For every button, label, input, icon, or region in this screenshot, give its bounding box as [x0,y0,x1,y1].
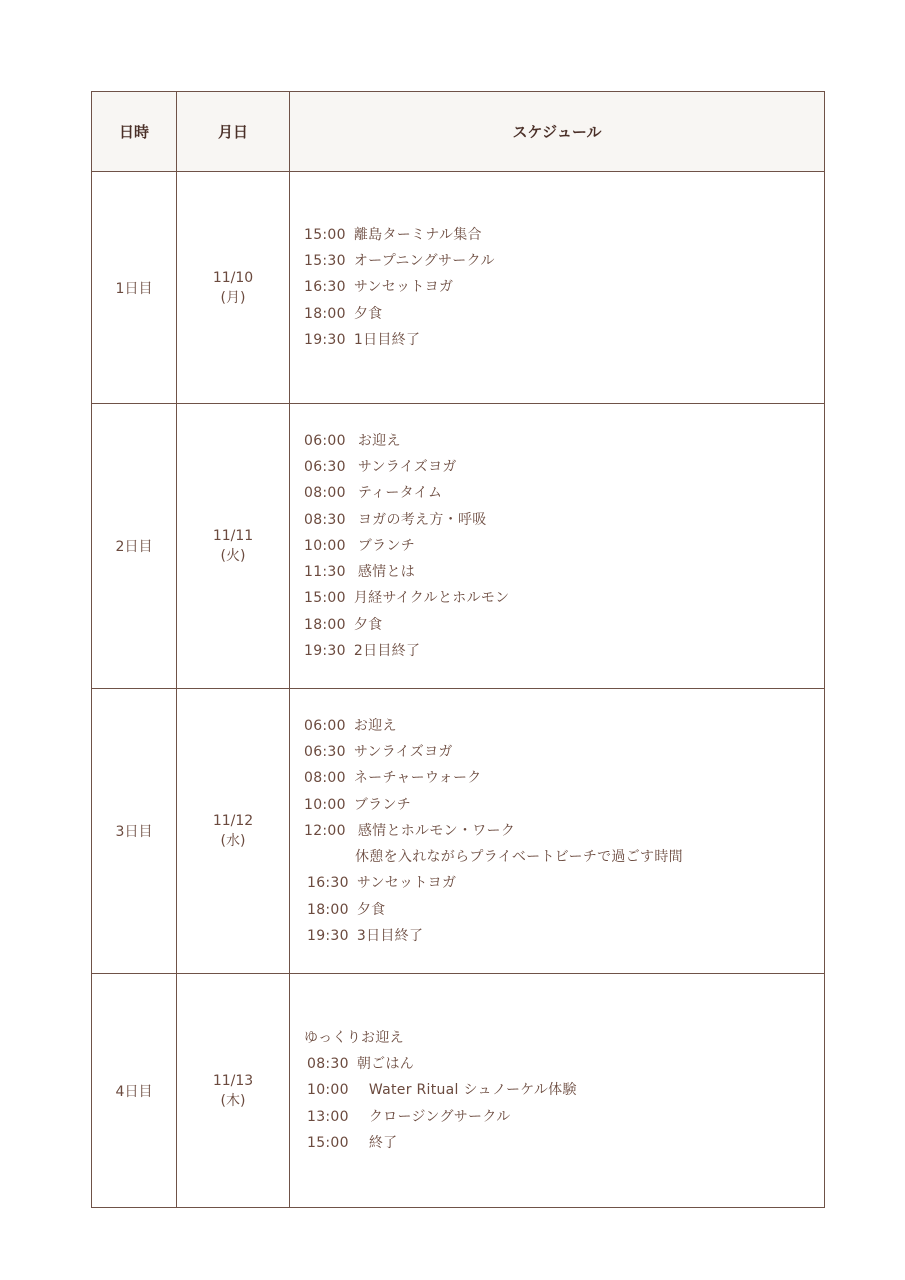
item-text: 朝ごはん [356,1056,415,1073]
item-time: 06:00 [304,717,346,734]
date-month-day: 11/10 [212,269,254,286]
schedule-item [304,248,824,274]
item-time: 15:00 [304,590,346,607]
schedule-item [304,559,824,585]
date-weekday: (木) [220,1092,246,1109]
schedule-item [304,1130,824,1156]
schedule-item-text-only: ゆっくりお迎え [304,1029,404,1046]
day-row-1 [92,172,825,404]
item-time: 16:30 [307,875,349,892]
item-time: 08:30 [307,1056,349,1073]
schedule-item [304,870,824,896]
item-text: ネーチャーウォーク [353,770,482,787]
schedule-item [304,765,824,791]
schedule-item [304,327,824,353]
day-row-3 [92,689,825,974]
schedule-note: 休憩を入れながらプライベートビーチで過ごす時間 [355,849,683,866]
schedule-item [304,792,824,818]
item-text: サンセットヨガ [353,279,454,296]
item-time: 13:00 [307,1108,349,1125]
header-row [92,92,825,172]
item-text: 3日目終了 [356,928,424,945]
date-weekday: (月) [220,289,246,306]
item-text: 感情とは [357,564,416,581]
schedule-item [304,507,824,533]
item-time: 15:30 [304,253,346,270]
schedule-item [304,638,824,664]
schedule-item [304,585,824,611]
item-text: Water Ritual シュノーケル体験 [368,1082,577,1099]
schedule-item [304,818,824,844]
schedule-item [304,1077,824,1103]
header-day: 日時 [92,92,177,172]
date-cell [177,172,290,404]
item-time: 15:00 [307,1134,349,1151]
day-label: 1日目 [92,172,177,404]
day-row-2 [92,404,825,689]
item-text: 1日目終了 [353,331,421,348]
schedule-item [304,480,824,506]
schedule-item [304,222,824,248]
item-text: ブランチ [353,796,412,813]
schedule-cell [290,689,825,974]
day-label: 2日目 [92,404,177,689]
item-time: 08:30 [304,511,346,528]
schedule-item [304,428,824,454]
schedule-cell [290,404,825,689]
item-time: 06:30 [304,458,346,475]
day-label: 4日目 [92,974,177,1208]
item-time: 06:00 [304,432,346,449]
date-weekday: (水) [220,833,246,849]
item-text: サンライズヨガ [357,458,457,475]
day-row-4 [92,974,825,1208]
item-text: オープニングサークル [353,253,495,270]
item-time: 10:00 [307,1082,349,1099]
item-time: 19:30 [304,643,346,660]
item-time: 18:00 [304,305,346,322]
schedule-cell [290,974,825,1208]
item-time: 18:00 [307,901,349,918]
item-time: 10:00 [304,537,346,554]
schedule-item [304,454,824,480]
date-cell [177,689,290,974]
schedule-item [304,274,824,300]
schedule-item [304,1104,824,1130]
schedule-item [304,612,824,638]
item-text: ティータイム [357,485,443,502]
schedule-item [304,897,824,923]
item-text: お迎え [353,717,397,734]
date-cell [177,974,290,1208]
schedule-item [304,739,824,765]
item-text: クロージングサークル [368,1108,511,1125]
header-date: 月日 [177,92,290,172]
item-text: ヨガの考え方・呼吸 [357,511,487,528]
schedule-item [304,1051,824,1077]
item-time: 08:00 [304,770,346,787]
schedule-item [304,923,824,949]
item-text: 感情とホルモン・ワーク [357,822,516,839]
item-text: 夕食 [353,616,383,633]
item-text: サンライズヨガ [353,743,453,760]
item-text: 終了 [368,1134,398,1151]
item-text: 月経サイクルとホルモン [353,590,510,607]
item-time: 18:00 [304,616,346,633]
item-time: 16:30 [304,279,346,296]
item-time: 11:30 [304,564,346,581]
item-text: ブランチ [357,537,416,554]
schedule-item [304,713,824,739]
date-month-day: 11/12 [212,813,254,829]
schedule-table [91,91,825,1208]
day-label: 3日目 [92,689,177,974]
header-schedule: スケジュール [290,92,825,172]
date-cell [177,404,290,689]
date-weekday: (火) [220,548,246,564]
item-text: 夕食 [356,901,386,918]
item-time: 06:30 [304,743,346,760]
item-text: 2日目終了 [353,643,421,660]
item-text: サンセットヨガ [356,875,457,892]
item-time: 19:30 [307,928,349,945]
item-text: お迎え [357,432,401,449]
date-month-day: 11/13 [212,1072,254,1089]
item-time: 08:00 [304,485,346,502]
schedule-item [304,301,824,327]
item-time: 15:00 [304,226,346,243]
item-text: 夕食 [353,305,383,322]
schedule-item [304,533,824,559]
item-time: 10:00 [304,796,346,813]
item-text: 離島ターミナル集合 [353,226,482,243]
item-time: 19:30 [304,331,346,348]
date-month-day: 11/11 [212,528,254,544]
schedule-cell [290,172,825,404]
item-time: 12:00 [304,822,346,839]
